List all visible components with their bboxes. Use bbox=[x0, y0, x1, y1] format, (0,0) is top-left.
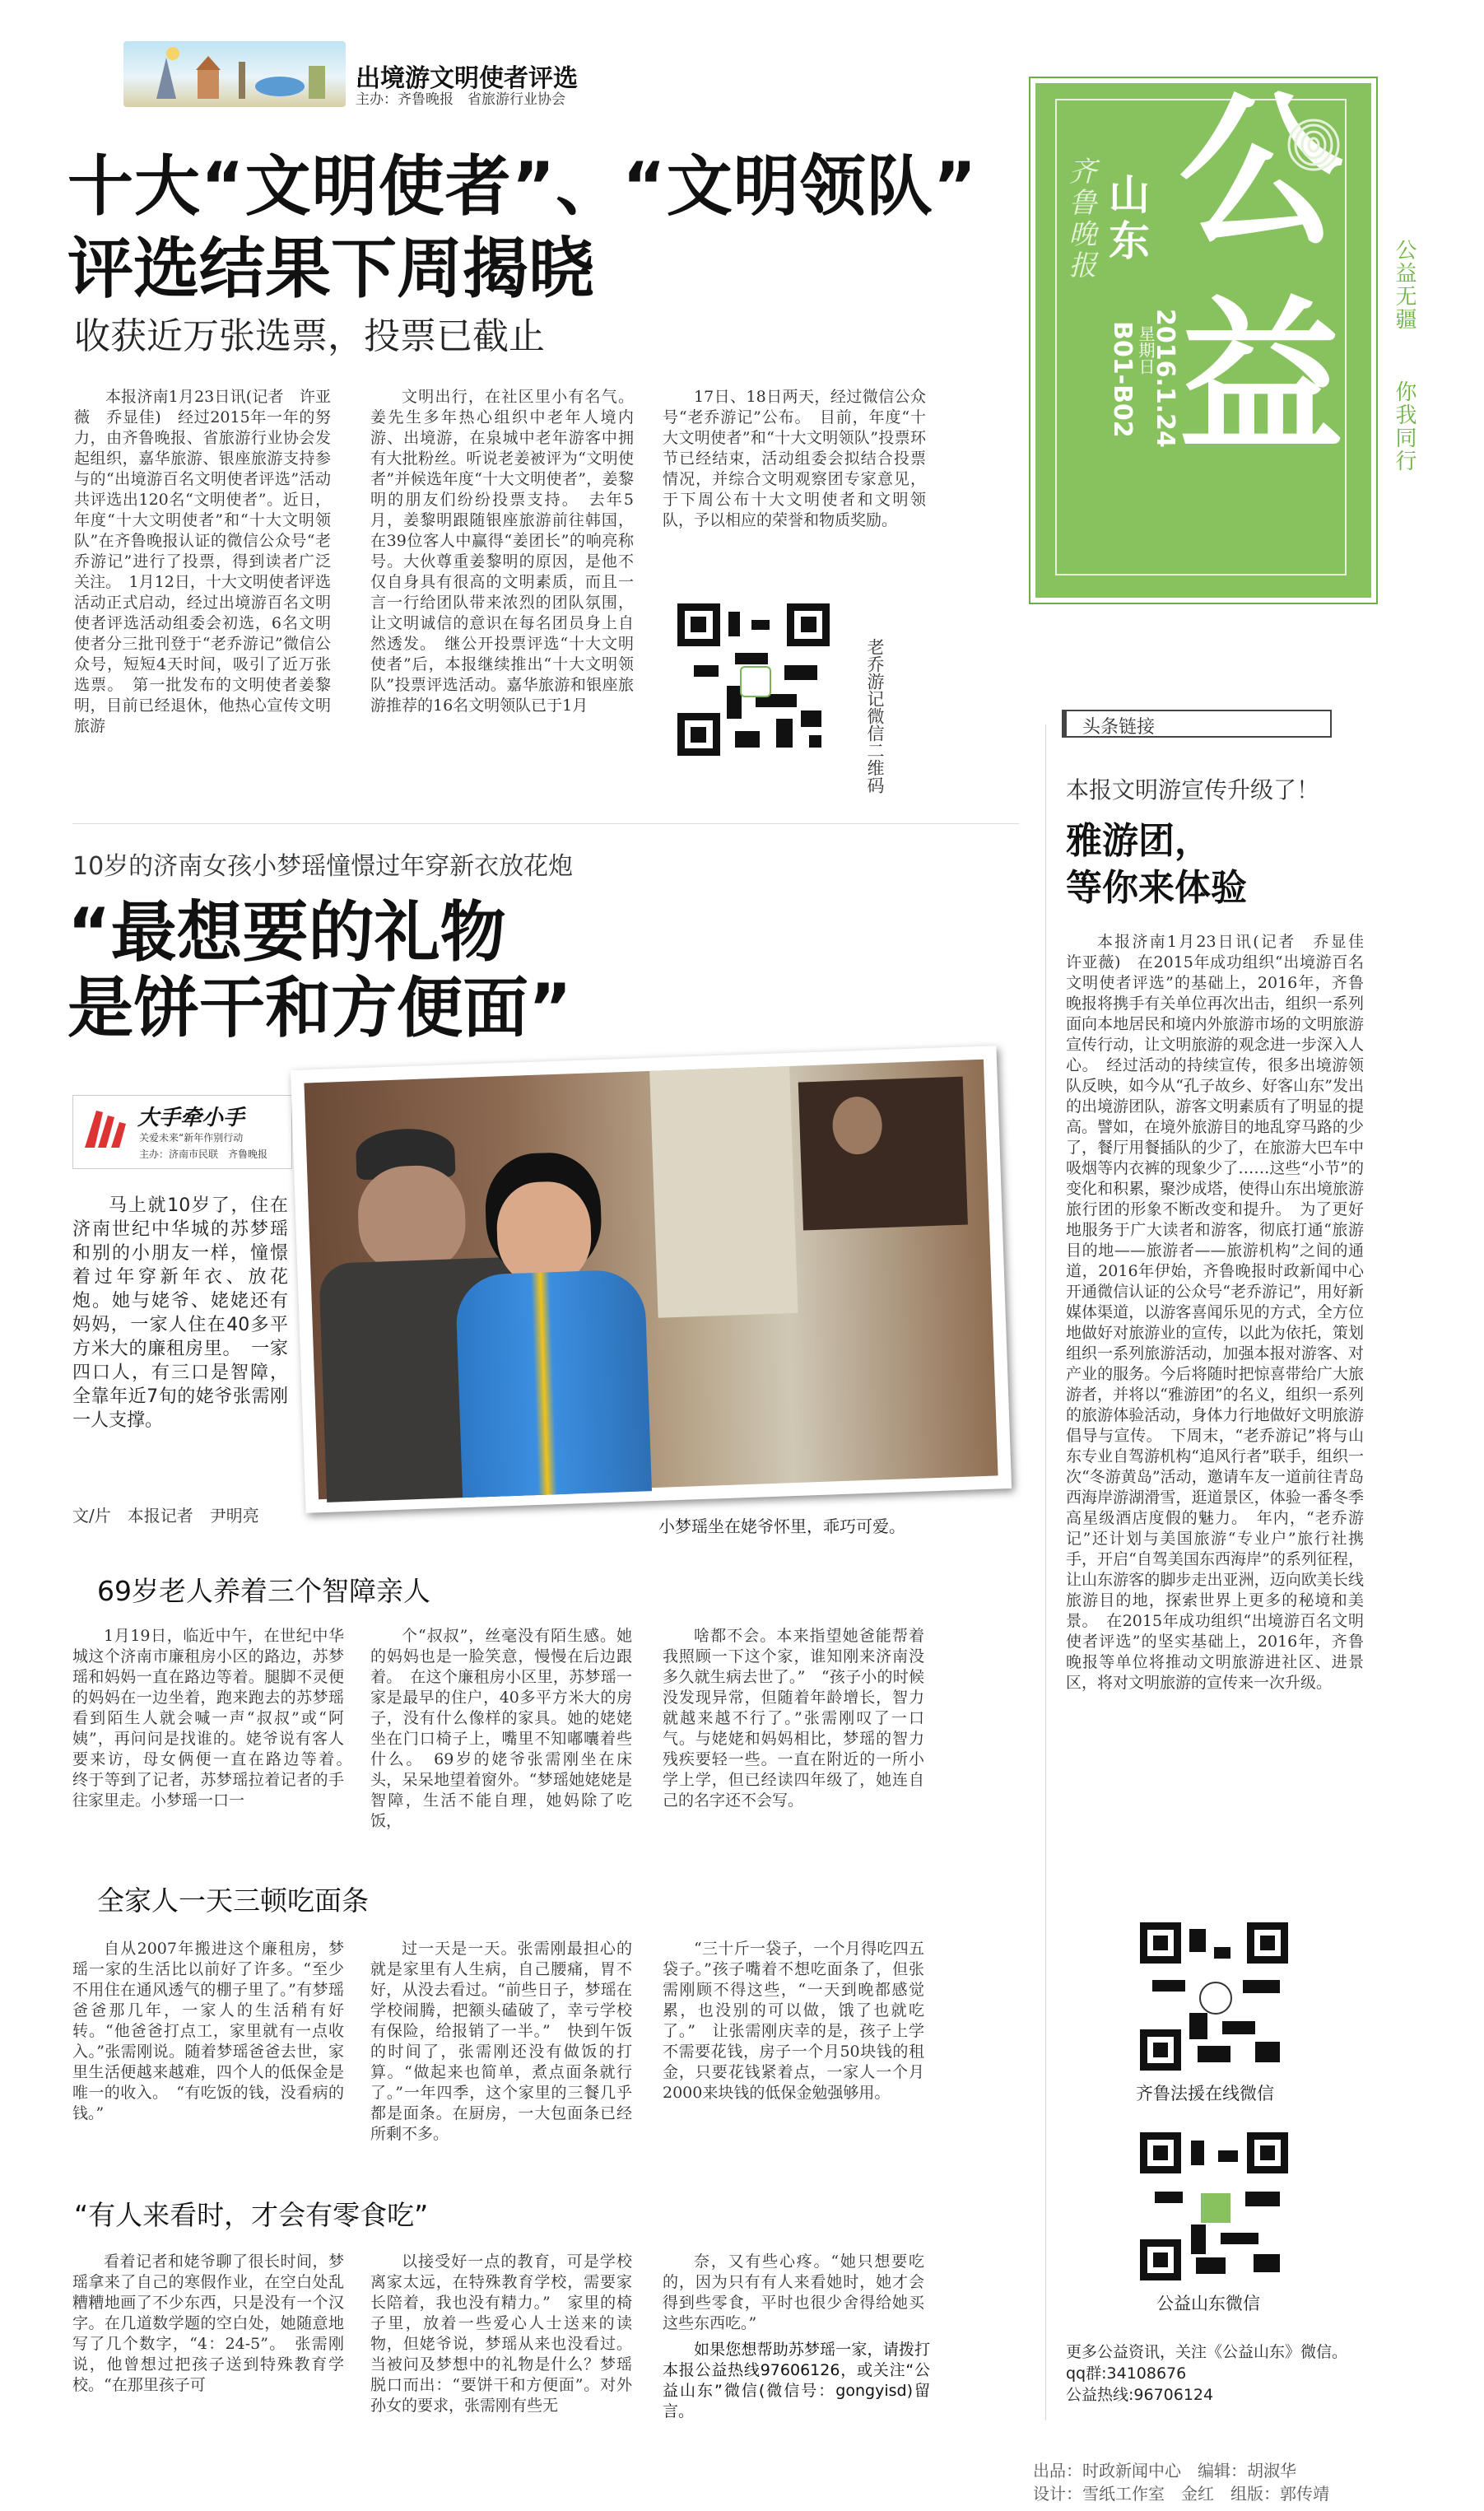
masthead-paper-name: 齐鲁晚报 bbox=[1063, 156, 1096, 282]
sidebar-headline-line1: 雅游团， bbox=[1066, 820, 1211, 862]
s2-col-3 bbox=[663, 1939, 924, 2169]
photo-caption: 小梦瑶坐在姥爷怀里，乖巧可爱。 bbox=[658, 1516, 905, 1536]
grandfather-face bbox=[356, 1164, 467, 1274]
s2-col-2-text: 过一天是一天。张需刚最担心的就是家里有人生病，自己腰痛，胃不好，从没去看过。“前些日子，梦瑶在学校闹腾，把额头磕破了，幸亏学校有保险，给报销了一半。” 快到午饭的时间了，张需刚还没有做饭的打算。“做起来也简单，煮点面条就行了。”一年四季，这个家里的三餐几乎都是面条。在厨房，一大包面条已经所剩不多。 bbox=[370, 1940, 632, 2143]
laoqiao-qr-code bbox=[677, 603, 830, 756]
legal-aid-qr-code bbox=[1140, 1922, 1288, 2071]
s3-col-1 bbox=[72, 2252, 344, 2441]
lead-subheadline: 收获近万张选票，投票已截止 bbox=[74, 315, 545, 357]
masthead-big-char-2: 益 bbox=[1179, 282, 1344, 474]
sidebar-kicker: 本报文明游宣传升级了！ bbox=[1066, 776, 1320, 804]
masthead-slogan-1: 公益无疆 bbox=[1392, 239, 1417, 331]
lead-col-2-text: 文明出行，在社区里小有名气。姜先生多年热心组织中老年人境内游、出境游，在泉城中老年游客中拥有大批粉丝。听说老姜被评为“文明使者”并候选年度“十大文明使者”，姜黎明的朋友们纷纷投票支持。 去年5月，姜黎明跟随银座旅游前往韩国，在39位客人中赢得“姜团长”的响亮称号。大伙尊重姜黎明的原因，是他不仅自身具有很高的文明素质，而且一言一行给团队带来浓烈的团队氛围，让文明诚信的意识在每名团员身上自然透发。 继公开投票评选“十大文明使者”后，本报继续推出“十大文明领队”投票评选活动。嘉华旅游和银座旅游推荐的16名文明领队已于1月 bbox=[370, 388, 634, 715]
qr-center-logo bbox=[1199, 2192, 1232, 2224]
lead-col-1 bbox=[74, 387, 331, 757]
campaign-logo bbox=[72, 1095, 292, 1169]
banner-title: 出境游文明使者评选 bbox=[356, 64, 578, 93]
lead-col-1-text: 本报济南1月23日讯(记者 许亚薇 乔显佳) 经过2015年一年的努力，由齐鲁晚报、省旅游行业协会发起组织，嘉华旅游、银座旅游支持参与的“出境游百名文明使者评选”活动共评选出120名“文明使者”。近日，年度“十大文明使者”和“十大文明领队”在齐鲁晚报认证的微信公众号“老乔游记”进行了投票，得到读者广泛关注。 1月12日，十大文明使者评选活动正式启动，经过出境游百名文明使者评选活动组委会初选，6名文明使者分三批刊登于“老乔游记”微信公众号，短短4天时间，吸引了近万张选票。 第一批发布的文明使者姜黎明，目前已经退休，他热心宣传文明旅游 bbox=[74, 388, 331, 735]
lead-col-3 bbox=[663, 387, 926, 593]
story2-kicker: 10岁的济南女孩小梦瑶憧憬过年穿新衣放花炮 bbox=[72, 852, 574, 881]
s3-col-3 bbox=[663, 2252, 924, 2342]
wall-poster bbox=[649, 1066, 798, 1318]
lead-qr-caption: 老乔游记微信二维码 bbox=[865, 638, 885, 794]
story2-byline: 文/片 本报记者 尹明亮 bbox=[72, 1506, 259, 1526]
section1-title: 69岁老人养着三个智障亲人 bbox=[97, 1575, 430, 1607]
lead-col-3-text: 17日、18日两天，经过微信公众号“老乔游记”公布。 目前，年度“十大文明使者”和“十大文明领队”投票环节已经结束，活动组委会拟结合投票情况，并综合文明观察团专家意见，于下周公布十大文明使者和文明领队，予以相应的荣誉和物质奖励。 bbox=[663, 388, 926, 529]
masthead-pages: B01-B02 bbox=[1108, 321, 1137, 438]
sidebar-section-tag: 头条链接 bbox=[1082, 717, 1156, 738]
sidebar-footer-hotline: 公益热线:96706124 bbox=[1066, 2386, 1214, 2404]
s3-col-2 bbox=[370, 2252, 632, 2441]
hands-icon bbox=[78, 1102, 136, 1152]
banner-subtitle: 主办：齐鲁晚报 省旅游行业协会 bbox=[356, 91, 565, 108]
qr-center-logo bbox=[740, 666, 771, 697]
section3-title: “有人来看时，才会有零食吃” bbox=[74, 2199, 429, 2231]
s1-col-1 bbox=[72, 1626, 361, 1852]
photo-scene bbox=[304, 1060, 998, 1500]
lead-bottom-divider bbox=[72, 823, 1019, 824]
masthead-slogan-2: 你我同行 bbox=[1392, 380, 1417, 473]
sidebar-body-text: 本报济南1月23日讯(记者 乔显佳 许亚薇) 在2015年成功组织“出境游百名文明使者评选”的基础上，2016年，齐鲁晚报将携手有关单位再次出击，组织一系列面向本地居民和境内外旅游市场的文明旅游宣传行动，让文明旅游的观念进一步深入人心。 经过活动的持续宣传，很多出境游领队反映，如今从“孔子故乡、好客山东”发出的出境游团队，游客文明素质有了明显的提高。譬如，在境外旅游目的地乱穿马路的少了，餐厅用餐插队的少了，在旅游大巴车中吸烟等内衣裤的现象少了……这些“小节”的变化和积累，聚沙成塔，使得山东出境旅游旅行团的形象不断改变和提升。 为了更好地服务于广大读者和游客，彻底打通“旅游目的地——旅游者——旅游机构”之间的通道，2016年伊始，齐鲁晚报时政新闻中心开通微信认证的公众号“老乔游记”，用好新媒体渠道，以游客喜闻乐见的方式，全方位地做好对旅游业的宣传，以此为依托，策划组织一系列旅游活动，加强本报对游客、对产业的服务。今后将随时把惊喜带给广大旅游者，并将以“雅游团”的名义，组织一系列的旅游体验活动，身体力行地做好文明旅游倡导与宣传。 下周末，“老乔游记”将与山东专业自驾游机构“追风行者”联手，组织一次“冬游黄岛”活动，邀请车友一道前往青岛西海岸游湖滑雪，逛道景区，体验一番冬季高星级酒店度假的魅力。 年内，“老乔游记”还计划与美国旅游“专业户”旅行社携手，开启“自驾美国东西海岸”的系列征程，让山东游客的脚步走出亚洲，迈向欧美长线旅游目的地，探索世界上更多的秘境和美景。 在2015年成功组织“出境游百名文明使者评选”的坚实基础上，2016年，齐鲁晚报等单位将推动文明旅游进社区、进景区，将对文明旅游的宣传来一次升级。 bbox=[1066, 933, 1380, 1692]
right-column-divider bbox=[1045, 724, 1046, 2420]
campaign-logo-sub: 关爱未来“新年作别行动 bbox=[139, 1132, 244, 1144]
appeal-box bbox=[663, 2340, 930, 2443]
sidebar-footer-line1: 更多公益资讯，关注《公益山东》微信。 bbox=[1066, 2343, 1348, 2361]
sidebar-footer-qq: qq群:34108676 bbox=[1066, 2364, 1187, 2383]
landmarks-illustration bbox=[123, 41, 346, 107]
s3-col-1-text: 看着记者和姥爷聊了很长时间，梦瑶拿来了自己的寒假作业，在空白处乱糟糟地画了不少东西，只是没有一个汉字。在几道数学题的空白处，她随意地写了几个数字，“4：24-5”。 张需刚说，他曾想过把孩子送到特殊教育学校。“在那里孩子可 bbox=[72, 2252, 344, 2394]
sidebar-qr1-caption: 齐鲁法援在线微信 bbox=[1136, 2084, 1274, 2103]
story2-headline-line1: “最想要的礼物 bbox=[67, 894, 506, 971]
campaign-logo-text: 大手牵小手 bbox=[137, 1106, 245, 1130]
banner-image bbox=[123, 41, 346, 107]
girl-jacket bbox=[455, 1269, 652, 1498]
story-photo bbox=[291, 1046, 1012, 1513]
qr-center-logo bbox=[1199, 1982, 1232, 2015]
credits-line1: 出品：时政新闻中心 编辑：胡淑华 bbox=[1033, 2461, 1296, 2481]
s3-col-3-text: 奈，又有些心疼。“她只想要吃的，因为只有有人来看她时，她才会得到些零食，平时也很少舍得给她买这些东西吃。” bbox=[663, 2252, 924, 2332]
s2-col-2 bbox=[370, 1939, 632, 2169]
s2-col-3-text: “三十斤一袋子，一个月得吃四五袋子。”孩子嘴着不想吃面条了，但张需刚顾不得这些，“一天到晚都感觉累，也没别的可以做，饿了也就吃了。” 让张需刚庆幸的是，孩子上学不需要花钱，房子一个月50块钱的租金，只要花钱紧着点，一家人一个月2000来块钱的低保金勉强够用。 bbox=[663, 1940, 924, 2102]
lead-col-2 bbox=[370, 387, 634, 757]
sidebar-body bbox=[1066, 932, 1380, 1850]
section2-title: 全家人一天三顿吃面条 bbox=[97, 1884, 369, 1917]
s3-col-2-text: 以接受好一点的教育，可是学校离家太远，在特殊教育学校，需要家长陪着，我也没有精力。” 家里的椅子里，放着一些爱心人士送来的读物，但姥爷说，梦瑶从来也没看过。当被问及梦想中的礼物是什么？梦瑶脱口而出：“要饼干和方便面”。对外孙女的要求，张需刚有些无 bbox=[370, 2252, 632, 2415]
masthead-date: 2016.1.24 bbox=[1151, 309, 1179, 448]
story2-intro bbox=[72, 1194, 288, 1441]
gongyi-shandong-qr-code bbox=[1140, 2132, 1288, 2280]
s1-col-2-text: 个“叔叔”，丝毫没有陌生感。她的妈妈也是一脸笑意，慢慢在后边跟着。 在这个廉租房小区里，苏梦瑶一家是最早的住户，40多平方米大的房子，没有什么像样的家具。她的姥姥坐在门口椅子上，嘴里不知嘟囔着些什么。 69岁的姥爷张需刚坐在床头，呆呆地望着窗外。“梦瑶她姥姥是智障，生活不能自理，她妈除了吃饭， bbox=[370, 1627, 632, 1830]
s2-col-1 bbox=[72, 1939, 344, 2169]
sidebar-headline-line2: 等你来体验 bbox=[1066, 867, 1247, 909]
masthead-weekday: 星期日 bbox=[1136, 325, 1156, 375]
sidebar-qr2-caption: 公益山东微信 bbox=[1156, 2294, 1260, 2313]
campaign-logo-org: 主办：济南市民联 齐鲁晚报 bbox=[139, 1148, 268, 1160]
appeal-text: 如果您想帮助苏梦瑶一家，请拨打本报公益热线97606126，或关注“公益山东”微信(微信号：gongyisd)留言。 bbox=[663, 2341, 930, 2420]
fingerprint-icon bbox=[1284, 115, 1343, 175]
credits-line2: 设计：雪纸工作室 金红 组版：郭传靖 bbox=[1033, 2484, 1329, 2504]
s1-col-3-text: 啥都不会。本来指望她爸能帮着我照顾一下这个家，谁知刚来济南没多久就生病去世了。” “孩子小的时候没发现异常，但随着年龄增长，智力就越来越不行了。”张需刚叹了一口气。与姥姥和妈妈相比，梦瑶的智力残疾要轻一些。一直在附近的一所小学上学，但已经读四年级了，她连自己的名字还不会写。 bbox=[663, 1627, 924, 1810]
s1-col-1-text: 1月19日，临近中午，在世纪中华城这个济南市廉租房小区的路边，苏梦瑶和妈妈一直在路边等着。腿脚不灵便的妈妈在一边坐着，跑来跑去的苏梦瑶看到陌生人就会喊一声“叔叔”或“阿姨”，再问问是找谁的。姥爷说有客人要来访，母女俩便一直在路边等着。 终于等到了记者，苏梦瑶拉着记者的手往家里走。小梦瑶一口一 bbox=[72, 1627, 361, 1810]
s2-col-1-text: 自从2007年搬进这个廉租房，梦瑶一家的生活比以前好了许多。“至少不用住在通风透气的棚子里了。”有梦瑶爸爸那几年，一家人的生活稍有好转。“他爸爸打点工，家里就有一点收入。”张需刚说。随着梦瑶爸爸去世，家里生活便越来越难，四个人的低保金是唯一的收入。 “有吃饭的钱，没看病的钱。” bbox=[72, 1940, 344, 2122]
lead-headline-line2: 评选结果下周揭晓 bbox=[67, 231, 594, 307]
lead-headline-line1: 十大“文明使者”、“文明领队” bbox=[67, 148, 978, 225]
s1-col-2 bbox=[370, 1626, 632, 1852]
masthead-big-char-1: 公 bbox=[1179, 77, 1344, 268]
masthead-region: 山东 bbox=[1102, 173, 1150, 265]
story2-intro-text: 马上就10岁了，住在济南世纪中华城的苏梦瑶和别的小朋友一样，憧憬着过年穿新年衣、放花炮。她与姥爷、姥姥还有妈妈，一家人住在40多平方米大的廉租房里。 一家四口人，有三口是智障，全靠年近7旬的姥爷张需刚一人支撑。 bbox=[72, 1195, 288, 1431]
story2-headline-line2: 是饼干和方便面” bbox=[67, 970, 572, 1046]
s1-col-3 bbox=[663, 1626, 924, 1852]
doorway bbox=[798, 1077, 968, 1231]
